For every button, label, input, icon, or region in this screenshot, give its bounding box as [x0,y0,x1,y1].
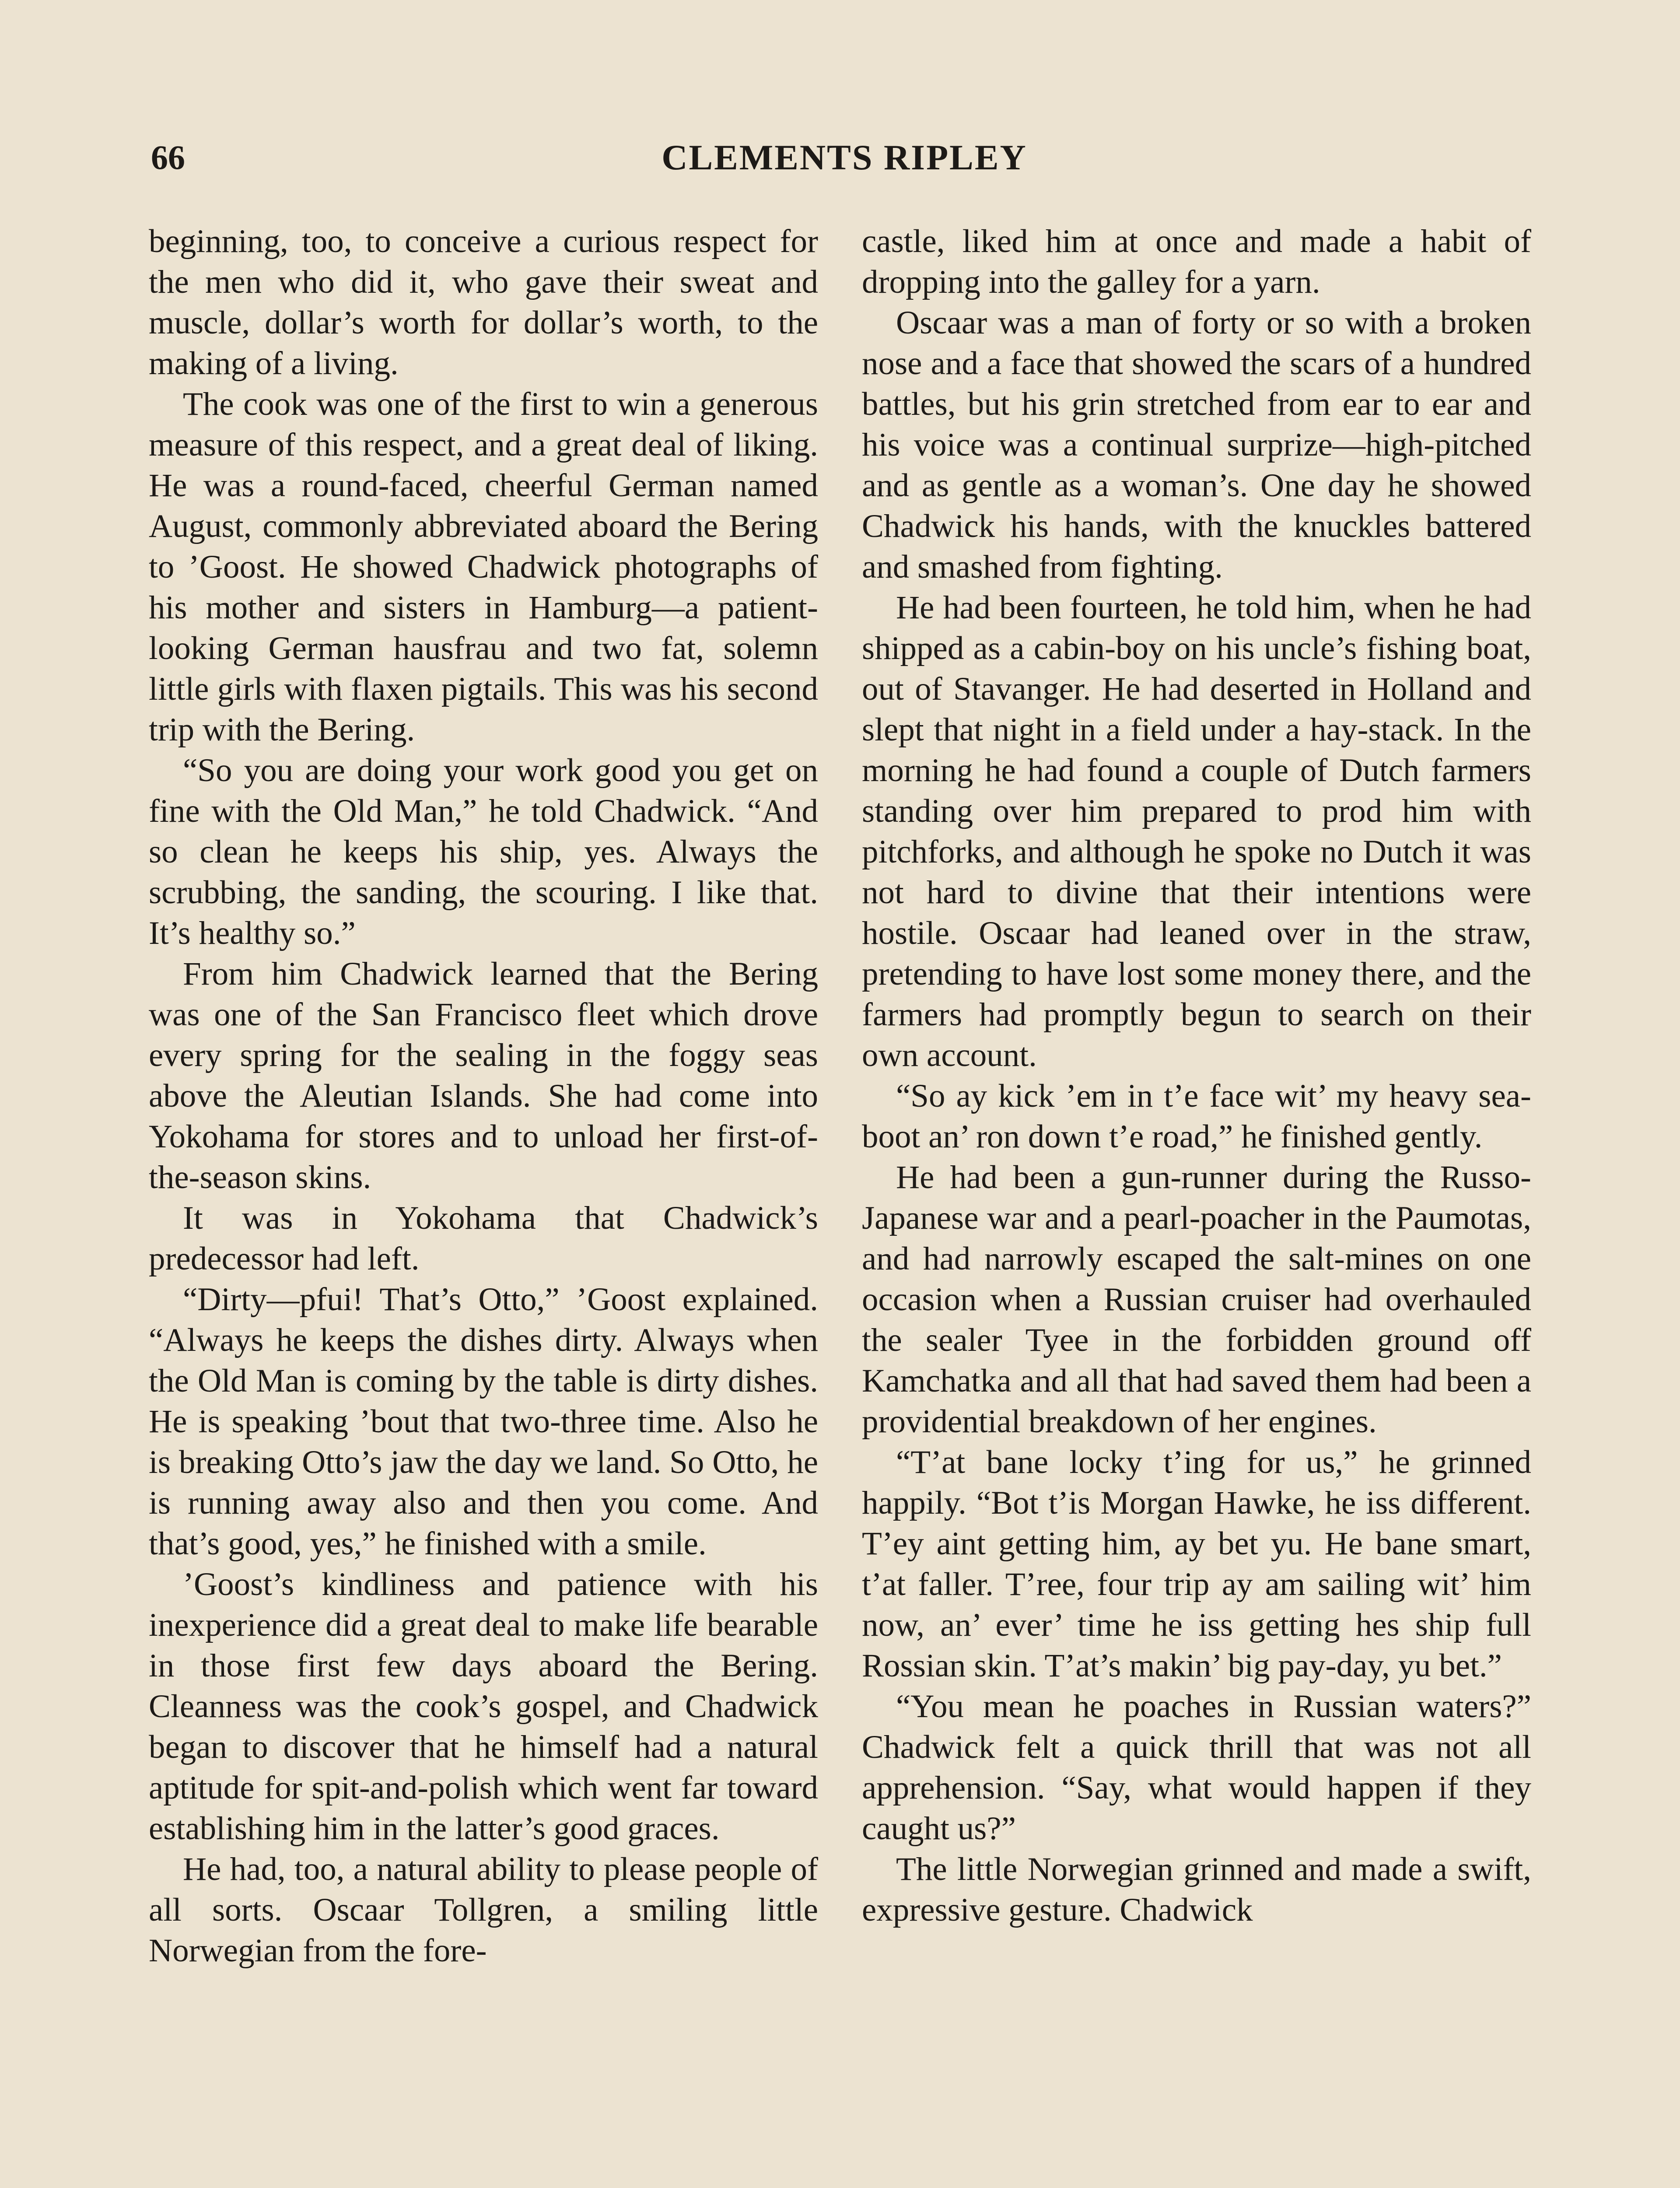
paragraph: castle, liked him at once and made a habit of dropping into the galley for a yarn. [862,223,1531,300]
paragraph: “So ay kick ’em in t’e face wit’ my heavy sea-boot an’ ron down t’e road,” he finished gently. [862,1078,1531,1155]
paragraph: beginning, too, to conceive a curious respect for the men who did it, who gave their sweat and muscle, dollar’s worth for dollar’s worth, to the making of a living. [149,223,818,382]
paragraph: ’Goost’s kindliness and patience with his inexperience did a great deal to make life bearable in those first few days aboard the Bering. Cleanness was the cook’s gospel, and Chadwick began to discover that he himself had a natural aptitude for spit-and-polish which went far toward establishing him in the latter’s good graces. [149,1566,818,1847]
page-header [151,131,1538,184]
page-number: 66 [151,138,185,176]
running-head: CLEMENTS RIPLEY [662,137,1027,177]
left-column [149,221,818,1971]
paragraph: He had been a gun-runner during the Russo-Japanese war and a pearl-poacher in the Paumotas, and had narrowly escaped the salt-mines on one occasion when a Russian cruiser had overhauled the sealer Tyee in the forbidden ground off Kamchatka and all that had saved them had been a providential breakdown of her engines. [862,1159,1531,1440]
paragraph: The cook was one of the first to win a generous measure of this respect, and a great deal of liking. He was a round-faced, cheerful German named August, commonly abbreviated aboard the Bering to ’Goost. He showed Chadwick photographs of his mother and sisters in Hamburg—a patient-looking German hausfrau and two fat, solemn little girls with flaxen pigtails. This was his second trip with the Bering. [149,386,818,748]
paragraph: He had been fourteen, he told him, when he had shipped as a cabin-boy on his uncle’s fishing boat, out of Stavanger. He had deserted in Holland and slept that night in a field under a hay-stack. In the morning he had found a couple of Dutch farmers standing over him prepared to prod him with pitchforks, and although he spoke no Dutch it was not hard to divine that their intentions were hostile. Oscaar had leaned over in the straw, pretending to have lost some money there, and the farmers had promptly begun to search on their own account. [862,589,1531,1073]
paragraph: He had, too, a natural ability to please people of all sorts. Oscaar Tollgren, a smiling little Norwegian from the fore- [149,1851,818,1969]
paragraph: It was in Yokohama that Chadwick’s predecessor had left. [149,1200,818,1277]
paragraph: Oscaar was a man of forty or so with a broken nose and a face that showed the scars of a hundred battles, but his grin stretched from ear to ear and his voice was a continual surprize—high-pitched and as gentle as a woman’s. One day he showed Chadwick his hands, with the knuckles battered and smashed from fighting. [862,305,1531,585]
paragraph: “So you are doing your work good you get on fine with the Old Man,” he told Chadwick. “And so clean he keeps his ship, yes. Always the scrubbing, the sanding, the scouring. I like that. It’s healthy so.” [149,752,818,951]
paragraph: From him Chadwick learned that the Bering was one of the San Francisco fleet which drove every spring for the sealing in the foggy seas above the Aleutian Islands. She had come into Yokohama for stores and to unload her first-of-the-season skins. [149,956,818,1196]
right-column [862,221,1531,1930]
paragraph: “Dirty—pfui! That’s Otto,” ’Goost explained. “Always he keeps the dishes dirty. Always when the Old Man is coming by the table is dirty dishes. He is speaking ’bout that two-three time. Also he is breaking Otto’s jaw the day we land. So Otto, he is running away also and then you come. And that’s good, yes,” he finished with a smile. [149,1281,818,1562]
paragraph: “You mean he poaches in Russian waters?” Chadwick felt a quick thrill that was not all apprehension. “Say, what would happen if they caught us?” [862,1688,1531,1847]
paragraph: The little Norwegian grinned and made a swift, expressive gesture. Chadwick [862,1851,1531,1928]
paragraph: “T’at bane locky t’ing for us,” he grinned happily. “Bot t’is Morgan Hawke, he iss different. T’ey aint getting him, ay bet yu. He bane smart, t’at faller. T’ree, four trip ay am sailing wit’ him now, an’ ever’ time he iss getting hes ship full Rossian skin. T’at’s makin’ big pay-day, yu bet.” [862,1444,1531,1684]
